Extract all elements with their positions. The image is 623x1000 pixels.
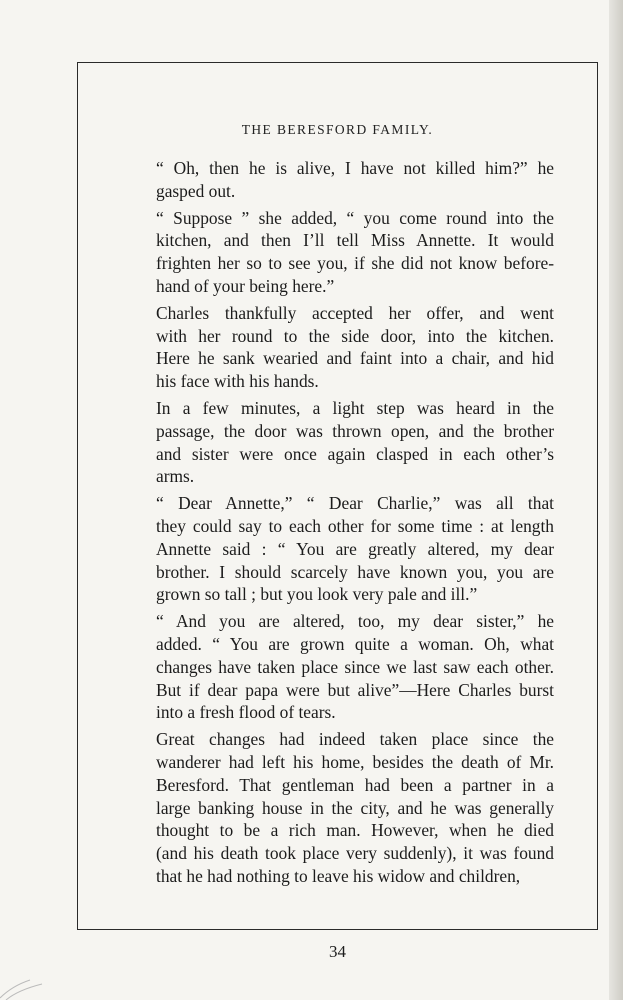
text-line: “ Suppose ” she added, “ you come round into the [156,207,554,228]
text-line: “ Dear Annette,” “ Dear Charlie,” was all that [156,493,554,514]
text-line: Annette said : “ You are greatly altered, my dear [156,538,554,559]
text-line: brother. I should scarcely have known you, you are [156,561,554,582]
text-line: and sister were once again clasped in each other’s [156,443,554,464]
page-number: 34 [329,942,346,961]
text-line: changes have taken place since we last saw each other. [156,656,554,677]
text-line: “ Oh, then he is alive, I have not killed him?” he [156,158,554,178]
text-line: that he had nothing to leave his widow and children, [156,865,521,886]
paragraph [134,397,554,488]
text-line: grown so tall ; but you look very pale and ill.” [156,584,478,605]
paragraph [134,302,554,393]
body-text [134,157,554,892]
paragraph [134,157,554,203]
paragraph [134,207,554,298]
text-line: his face with his hands. [156,371,319,392]
text-line: wanderer had left his home, besides the death of Mr. [156,751,554,772]
text-line: large banking house in the city, and he was generally [156,797,554,818]
paragraph [134,728,554,888]
text-line: Great changes had indeed taken place since the [156,729,554,750]
text-line: hand of your being here.” [156,275,335,296]
text-line: (and his death took place very suddenly), it was found [156,843,554,864]
text-line: passage, the door was thrown open, and the brother [156,420,554,441]
page-edge-shadow [609,0,623,1000]
text-line: Beresford. That gentleman had been a partner in a [156,774,554,795]
paragraph [134,610,554,724]
text-line: Charles thankfully accepted her offer, and went [156,302,554,323]
text-line: thought to be a rich man. However, when he died [156,820,554,841]
text-line: added. “ You are grown quite a woman. Oh, what [156,633,554,654]
paragraph [134,492,554,606]
text-line: arms. [156,466,195,487]
running-head: THE BERESFORD FAMILY. [241,122,434,137]
corner-scan-mark [0,978,50,1000]
text-line: “ And you are altered, too, my dear sister,” he [156,611,554,632]
text-line: gasped out. [156,180,236,201]
text-line: with her round to the side door, into the kitchen. [156,325,554,346]
text-line: frighten her so to see you, if she did not know before- [156,253,554,274]
text-line: kitchen, and then I’ll tell Miss Annette. It would [156,230,554,251]
text-line: But if dear papa were but alive”—Here Charles burst [156,679,554,700]
text-line: Here he sank wearied and faint into a chair, and hid [156,348,554,369]
text-line: into a fresh flood of tears. [156,702,336,723]
text-line: they could say to each other for some time : at length [156,515,554,536]
text-line: In a few minutes, a light step was heard in the [156,397,554,418]
